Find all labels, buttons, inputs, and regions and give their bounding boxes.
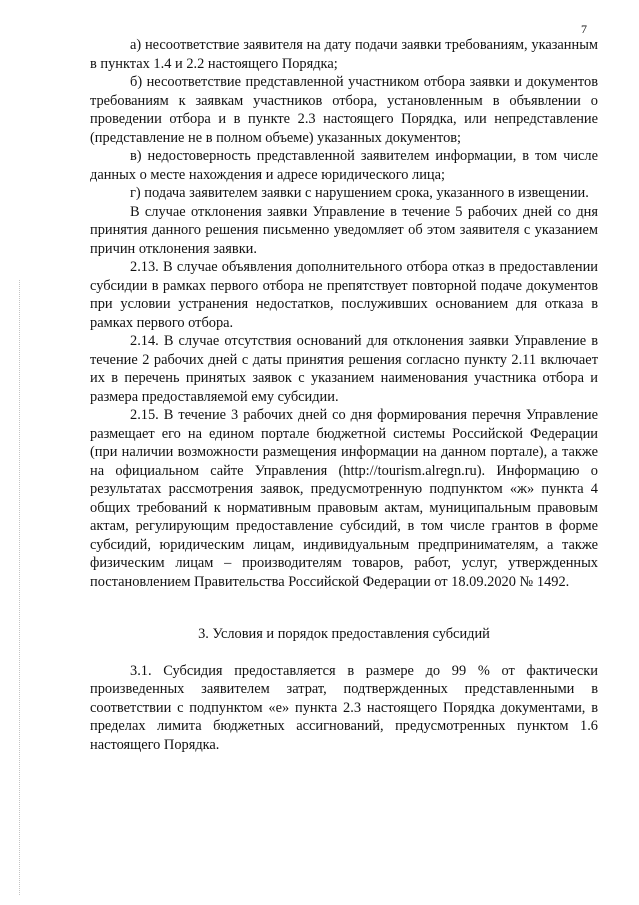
paragraph-rejection-notice: В случае отклонения заявки Управление в течение 5 рабочих дней со дня принятия данного решения письменно уведомляет об этом заявителя с указанием причин отклонения заявки. — [90, 203, 598, 257]
section-heading: 3. Условия и порядок предоставления субсидий — [198, 626, 490, 642]
paragraph-item-g: г) подача заявителем заявки с нарушением срока, указанного в извещении. — [130, 185, 589, 201]
paragraph-item-v: в) недостоверность представленной заявителем информации, в том числе данных о месте нахождения и адресе юридического лица; — [90, 148, 598, 183]
paragraph-item-a: а) несоответствие заявителя на дату подачи заявки требованиям, указанным в пунктах 1.4 и 2.2 настоящего Порядка; — [90, 37, 598, 72]
scan-margin-line — [19, 280, 20, 895]
paragraph-2-13: 2.13. В случае объявления дополнительного отбора отказ в предоставлении субсидии в рамках первого отбора не препятствует повторной подаче документов при условии устранения недостатков, послуживших основанием для отказа в рамках первого отбора. — [90, 259, 598, 331]
paragraph-2-15: 2.15. В течение 3 рабочих дней со дня формирования перечня Управление размещает его на едином портале бюджетной системы Российской Федерации (при наличии возможности размещения информации на данном портале), а также на официальном сайте Управления (http://tourism.alregn.ru). Информацию о результатах рассмотрения заявок, предусмотренную подпунктом «ж» пункта 4 общих требований к нормативным правовым актам, муниципальным правовым актам, регулирующим предоставление субсидий, в том числе грантов в форме субсидий, юридическим лицам, индивидуальным предпринимателям, а также физическим лицам – производителям товаров, работ, услуг, утвержденных постановлением Правительства Российской Федерации от 18.09.2020 № 1492. — [90, 407, 598, 590]
paragraph-item-b: б) несоответствие представленной участником отбора заявки и документов требованиям к заявкам участников отбора, установленным в объявлении о проведении отбора и в пункте 2.3 настоящего Порядка, или непредставление (представление не в полном объеме) указанных документов; — [90, 74, 598, 146]
document-body — [90, 36, 598, 754]
paragraph-3-1: 3.1. Субсидия предоставляется в размере до 99 % от фактически произведенных заявителем затрат, подтвержденных представленными в соответствии с подпунктом «е» пункта 2.3 настоящего Порядка документами, в пределах лимита бюджетных ассигнований, предусмотренных пунктом 1.6 настоящего Порядка. — [90, 662, 598, 753]
page-number: 7 — [581, 22, 587, 36]
paragraph-2-14: 2.14. В случае отсутствия оснований для отклонения заявки Управление в течение 2 рабочих дней с даты принятия решения согласно пункту 2.11 включает их в перечень принятых заявок с указанием наименования участника отбора и размера предоставляемой ему субсидии. — [90, 333, 598, 405]
